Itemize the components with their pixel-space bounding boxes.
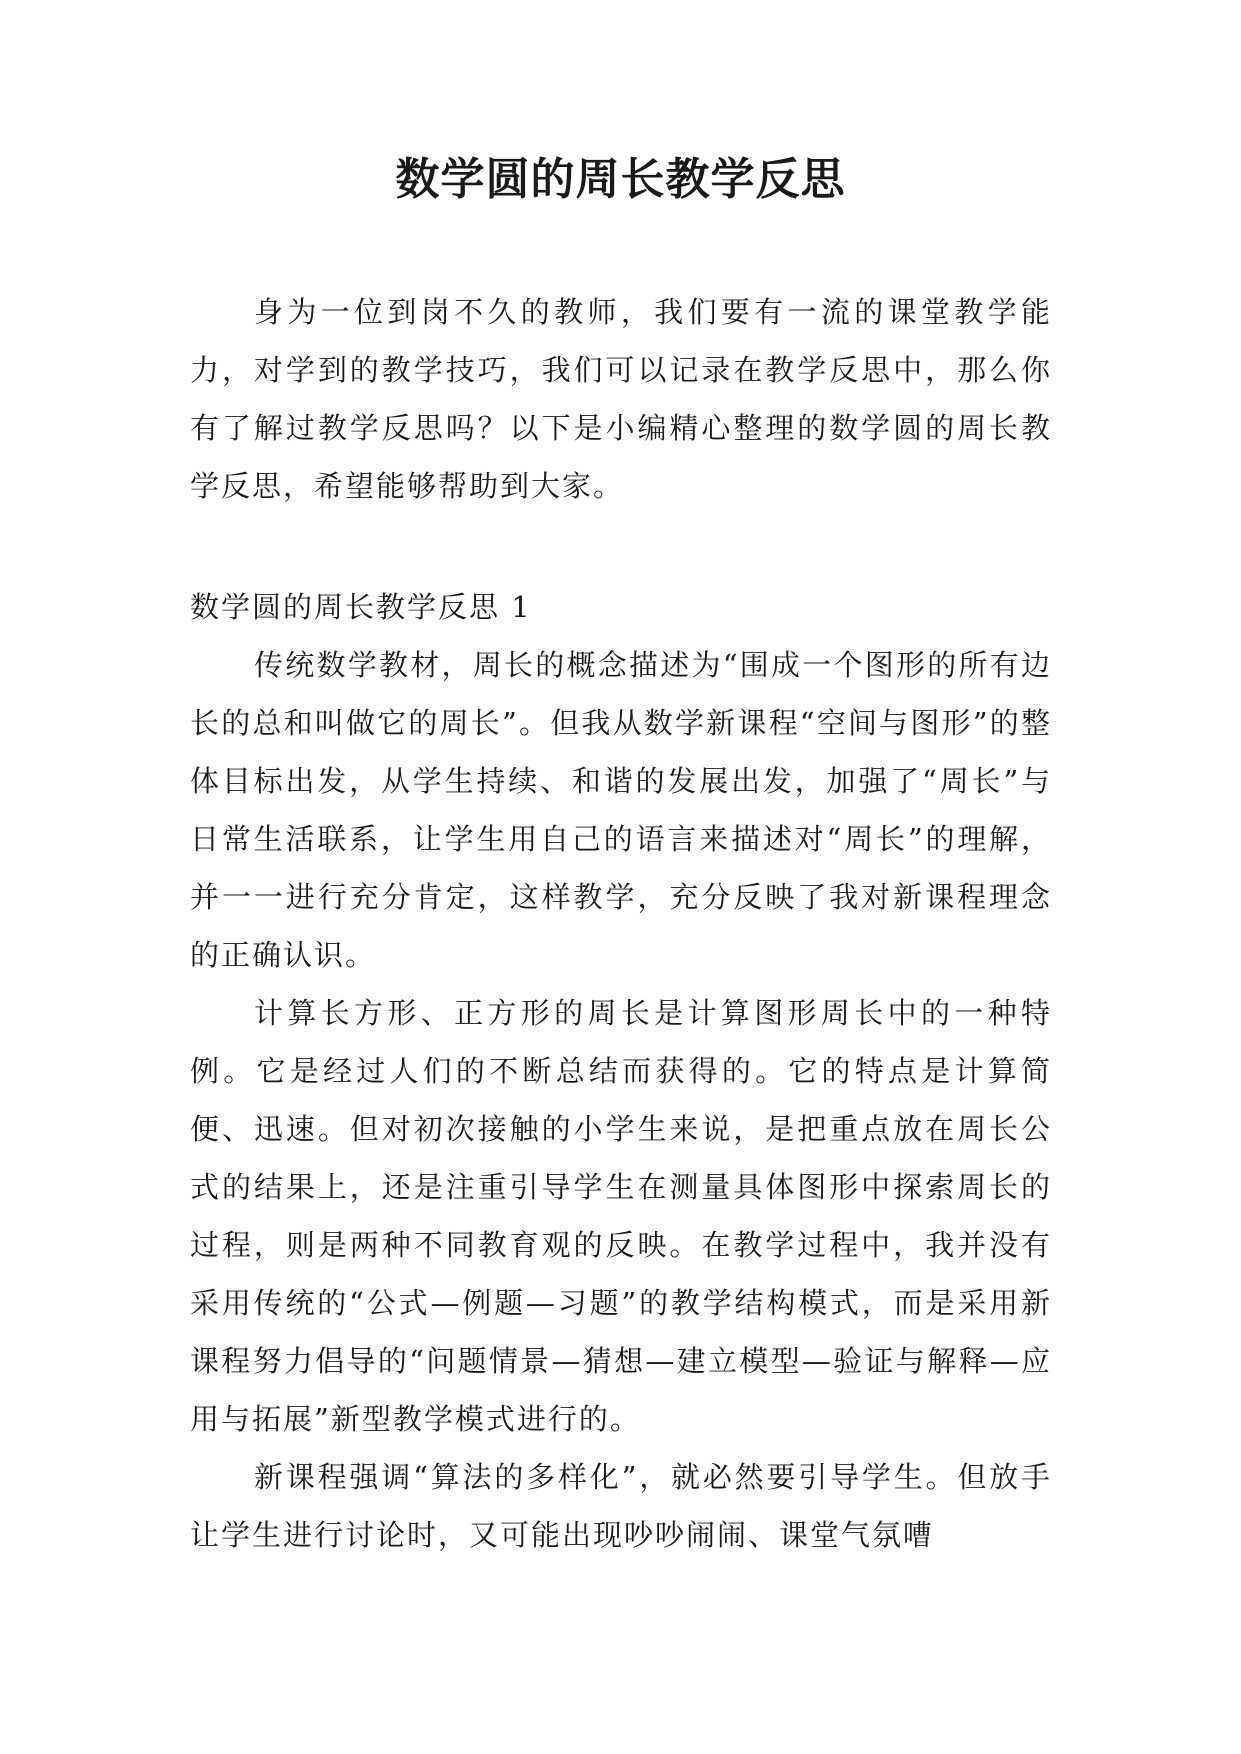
intro-paragraph: 身为一位到岗不久的教师，我们要有一流的课堂教学能力，对学到的教学技巧，我们可以记录在教学反思中，那么你有了解过教学反思吗？以下是小编精心整理的数学圆的周长教学反思，希望能够帮助到大家。 (190, 295, 1052, 503)
document-title: 数学圆的周长教学反思 (395, 154, 846, 205)
body-paragraph: 计算长方形、正方形的周长是计算图形周长中的一种特例。它是经过人们的不断总结而获得的。它的特点是计算简便、迅速。但对初次接触的小学生来说，是把重点放在周长公式的结果上，还是注重引导学生在测量具体图形中探索周长的过程，则是两种不同教育观的反映。在教学过程中，我并没有采用传统的“公式—例题—习题”的教学结构模式，而是采用新课程努力倡导的“问题情景—猜想—建立模型—验证与解释—应用与拓展”新型教学模式进行的。 (190, 996, 1052, 1436)
section-body (190, 636, 1052, 1564)
section-heading: 数学圆的周长教学反思 1 (190, 590, 532, 624)
body-paragraph: 传统数学教材，周长的概念描述为“围成一个图形的所有边长的总和叫做它的周长”。但我从数学新课程“空间与图形”的整体目标出发，从学生持续、和谐的发展出发，加强了“周长”与日常生活联系，让学生用自己的语言来描述对“周长”的理解，并一一进行充分肯定，这样教学，充分反映了我对新课程理念的正确认识。 (190, 648, 1052, 972)
body-paragraph: 新课程强调“算法的多样化”，就必然要引导学生。但放手让学生进行讨论时，又可能出现吵吵闹闹、课堂气氛嘈 (190, 1460, 1052, 1552)
